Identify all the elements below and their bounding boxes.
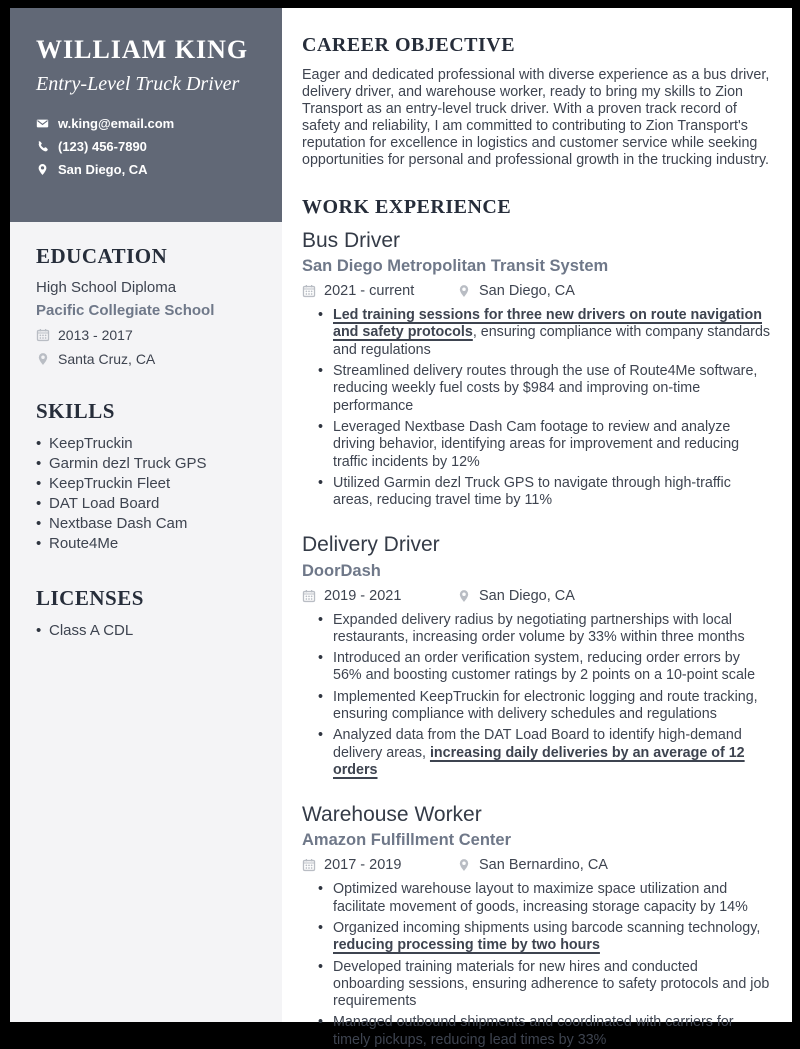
job-bullet [318, 307, 772, 359]
location-pin-icon [457, 858, 471, 872]
job-entry [302, 803, 772, 1049]
bullet-segment: Utilized Garmin dezl Truck GPS to navigate through high-traffic areas, reducing travel time by 11% [333, 474, 731, 509]
sidebar-header [10, 8, 282, 222]
resume-page [10, 8, 792, 1048]
sidebar-body [10, 222, 282, 641]
career-objective-section [302, 34, 772, 169]
bullet-segment: Led training sessions for three new drivers on route navigation and safety protocols [333, 307, 762, 341]
job-bullet [318, 363, 772, 415]
job-dates [302, 283, 457, 299]
contact-row [36, 162, 260, 177]
license-item: • Class A CDL [36, 621, 264, 641]
job-entry [302, 229, 772, 509]
bullet-segment: Analyzed data from the DAT Load Board to identify high-demand delivery areas, [333, 727, 742, 761]
job-bullet-list [302, 307, 772, 509]
skill-item: • Garmin dezl Truck GPS [36, 454, 264, 474]
education-dates-row [36, 327, 264, 343]
job-location [457, 283, 575, 299]
bullet-segment: Leveraged Nextbase Dash Cam footage to review and analyze driving behavior, identifying areas for improvement and reducing traffic incidents by 12% [333, 418, 740, 470]
job-location-text: San Bernardino, CA [479, 857, 608, 874]
job-location [457, 588, 575, 604]
job-title: Delivery Driver [302, 533, 440, 557]
job-company: DoorDash [302, 561, 381, 580]
licenses-list [36, 621, 264, 641]
job-dates [302, 588, 457, 604]
career-objective-text: Eager and dedicated professional with diverse experience as a bus driver, delivery driver, and warehouse worker, ready to bring my skills to Zion Transport as an entry-level truck driver. With a proven track record of safety and reliability, I am committed to contributing to Zion Transport's reputation for excellence in logistics and customer service while seeking opportunities for personal and professional growth in the trucking industry. [302, 67, 770, 168]
job-entry [302, 533, 772, 779]
calendar-icon [302, 589, 316, 603]
education-section [36, 244, 264, 367]
calendar-icon [302, 284, 316, 298]
education-location: Santa Cruz, CA [58, 351, 156, 367]
job-meta-row [302, 588, 772, 604]
job-title: Bus Driver [302, 229, 401, 252]
job-dates-text: 2017 - 2019 [324, 857, 402, 874]
education-degree: High School Diploma [36, 279, 177, 296]
job-dates [302, 857, 457, 873]
phone-icon [36, 140, 49, 153]
education-location-row [36, 351, 264, 367]
contact-text: (123) 456-7890 [58, 139, 147, 155]
bullet-segment: Organized incoming shipments using barcode scanning technology, [333, 919, 761, 936]
job-bullet [318, 612, 772, 647]
bullet-segment: Optimized warehouse layout to maximize space utilization and facilitate movement of goods, increasing storage capacity by 14% [333, 881, 748, 915]
contact-text: w.king@email.com [58, 116, 175, 132]
work-experience-heading: WORK EXPERIENCE [302, 196, 512, 218]
bullet-segment: Introduced an order verification system, reducing order errors by 56% and boosting customer ratings by 2 points on a 10-point scale [333, 650, 756, 684]
calendar-icon [302, 858, 316, 872]
resume-job-title: Entry-Level Truck Driver [36, 72, 240, 95]
job-location [457, 857, 608, 873]
bullet-segment: increasing daily deliveries by an average of 12 orders [333, 744, 745, 778]
job-bullet [318, 1014, 772, 1049]
job-company: Amazon Fulfillment Center [302, 831, 512, 850]
job-bullet [318, 959, 772, 1011]
bullet-segment: Developed training materials for new hires and conducted onboarding sessions, ensuring adherence to safety protocols and job requirements [333, 958, 770, 1010]
work-experience-section [302, 196, 772, 1049]
jobs-container [302, 229, 772, 1049]
pin-icon [36, 163, 49, 176]
location-pin-icon [457, 589, 471, 603]
bullet-segment: Implemented KeepTruckin for electronic logging and route tracking, ensuring compliance with delivery schedules and regulations [333, 688, 758, 723]
bullet-segment: Streamlined delivery routes through the use of Route4Me software, reducing weekly fuel costs by $984 and improving on-time performance [333, 363, 758, 414]
skill-item: • KeepTruckin Fleet [36, 474, 264, 494]
job-bullet [318, 650, 772, 685]
sidebar [10, 8, 282, 1022]
job-dates-text: 2019 - 2021 [324, 587, 402, 604]
job-bullet [318, 419, 772, 471]
job-bullet-list [302, 881, 772, 1049]
education-dates: 2013 - 2017 [58, 327, 133, 343]
job-meta-row [302, 283, 772, 299]
contact-row [36, 116, 260, 131]
skill-item: • DAT Load Board [36, 494, 264, 514]
career-objective-heading: CAREER OBJECTIVE [302, 34, 516, 56]
job-title: Warehouse Worker [302, 803, 482, 827]
bullet-segment: , ensuring compliance with company standards and regulations [333, 324, 771, 358]
job-bullet-list [302, 612, 772, 780]
job-bullet [318, 689, 772, 724]
job-location-text: San Diego, CA [479, 283, 575, 300]
job-bullet [318, 475, 772, 510]
skill-item: • Route4Me [36, 534, 264, 554]
candidate-name: WILLIAM KING [36, 35, 249, 64]
bullet-segment: reducing processing time by two hours [333, 937, 600, 954]
job-meta-row [302, 857, 772, 873]
licenses-heading: LICENSES [36, 586, 144, 610]
contact-list [36, 116, 260, 177]
location-pin-icon [36, 352, 50, 366]
skills-list [36, 434, 264, 554]
job-dates-text: 2021 - current [324, 283, 415, 300]
skills-section [36, 399, 264, 554]
education-heading: EDUCATION [36, 244, 168, 268]
job-location-text: San Diego, CA [479, 587, 575, 604]
education-school: Pacific Collegiate School [36, 302, 215, 319]
licenses-section [36, 586, 264, 641]
main-content [282, 8, 792, 1048]
skills-heading: SKILLS [36, 399, 115, 423]
job-bullet [318, 920, 772, 955]
email-icon [36, 117, 49, 130]
skill-item: • KeepTruckin [36, 434, 264, 454]
calendar-icon [36, 328, 50, 342]
skill-item: • Nextbase Dash Cam [36, 514, 264, 534]
contact-row [36, 139, 260, 154]
location-pin-icon [457, 284, 471, 298]
job-bullet [318, 727, 772, 779]
contact-text: San Diego, CA [58, 162, 148, 178]
bullet-segment: Managed outbound shipments and coordinated with carriers for timely pickups, reducing lead times by 33% [333, 1014, 734, 1048]
bullet-segment: Expanded delivery radius by negotiating partnerships with local restaurants, increasing order volume by 33% within three months [333, 611, 745, 645]
job-company: San Diego Metropolitan Transit System [302, 257, 609, 276]
job-bullet [318, 881, 772, 916]
